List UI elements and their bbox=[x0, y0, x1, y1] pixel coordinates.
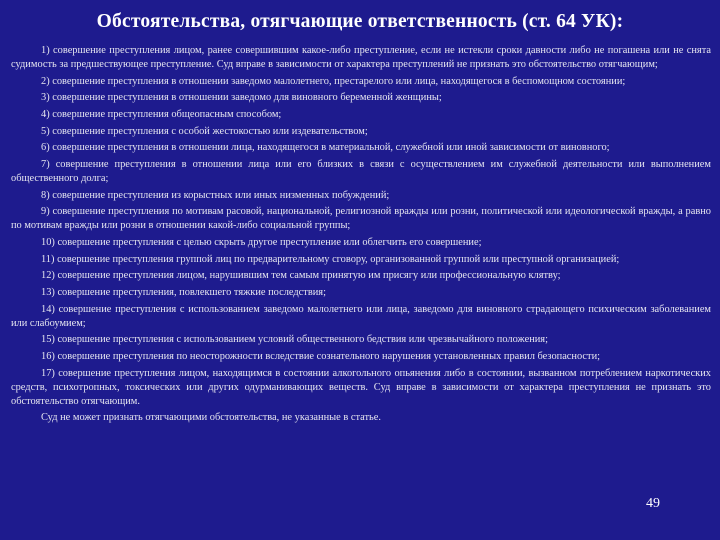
paragraph-item-9: 9) совершение преступления по мотивам расовой, национальной, религиозной вражды или розни, политической или идеологической вражды, а равно по мотивам вражды или розни в отношении какой-либо социальной группы; bbox=[11, 206, 711, 232]
closing-paragraph: Суд не может признать отягчающими обстоятельства, не указанные в статье. bbox=[41, 412, 381, 424]
paragraph-item-17: 17) совершение преступления лицом, находящимся в состоянии алкогольного опьянения либо в состоянии, вызванном потреблением наркотических средств, психотропных, токсических или других одурманивающих веществ. Суд вправе в зависимости от характера преступления не признать это обстоятельство отягчающим. bbox=[11, 367, 711, 407]
paragraph-item-3: 3) совершение преступления в отношении заведомо для виновного беременной женщины; bbox=[41, 92, 442, 104]
slide-body bbox=[11, 44, 711, 428]
paragraph-item-15: 15) совершение преступления с использованием условий общественного бедствия или чрезвычайного положения; bbox=[41, 334, 548, 346]
paragraph-item-8: 8) совершение преступления из корыстных или иных низменных побуждений; bbox=[41, 189, 390, 201]
paragraph-item-11: 11) совершение преступления группой лиц по предварительному сговору, организованной группой или преступной организацией; bbox=[41, 253, 620, 265]
paragraph-item-14: 14) совершение преступления с использованием заведомо малолетнего или лица, заведомо для виновного страдающего психическим заболеванием или слабоумием; bbox=[11, 303, 711, 329]
page-number: 49 bbox=[646, 496, 660, 511]
paragraph-item-7: 7) совершение преступления в отношении лица или его близких в связи с осуществлением им служебной деятельности или выполнением общественного долга; bbox=[11, 159, 711, 185]
paragraph-item-16: 16) совершение преступления по неосторожности вследствие сознательного нарушения установленных правил безопасности; bbox=[41, 351, 601, 363]
paragraph-item-2: 2) совершение преступления в отношении заведомо малолетнего, престарелого или лица, находящегося в беспомощном состоянии; bbox=[41, 75, 626, 87]
paragraph-item-5: 5) совершение преступления с особой жестокостью или издевательством; bbox=[41, 125, 368, 137]
paragraph-item-6: 6) совершение преступления в отношении лица, находящегося в материальной, служебной или иной зависимости от виновного; bbox=[41, 142, 610, 154]
paragraph-item-10: 10) совершение преступления с целью скрыть другое преступление или облегчить его совершение; bbox=[41, 237, 482, 249]
paragraph-item-4: 4) совершение преступления общеопасным способом; bbox=[41, 109, 282, 121]
slide-title: Обстоятельства, отягчающие ответственность (ст. 64 УК): bbox=[96, 11, 624, 32]
paragraph-item-12: 12) совершение преступления лицом, нарушившим тем самым принятую им присягу или профессиональную клятву; bbox=[41, 270, 561, 282]
paragraph-item-1: 1) совершение преступления лицом, ранее совершившим какое-либо преступление, если не истекли сроки давности либо не погашена или не снята судимость за предшествующее преступление. Суд вправе в зависимости от характера преступлений не признать это обстоятельство отягчающим; bbox=[11, 45, 711, 70]
paragraph-item-13: 13) совершение преступления, повлекшего тяжкие последствия; bbox=[41, 287, 326, 299]
